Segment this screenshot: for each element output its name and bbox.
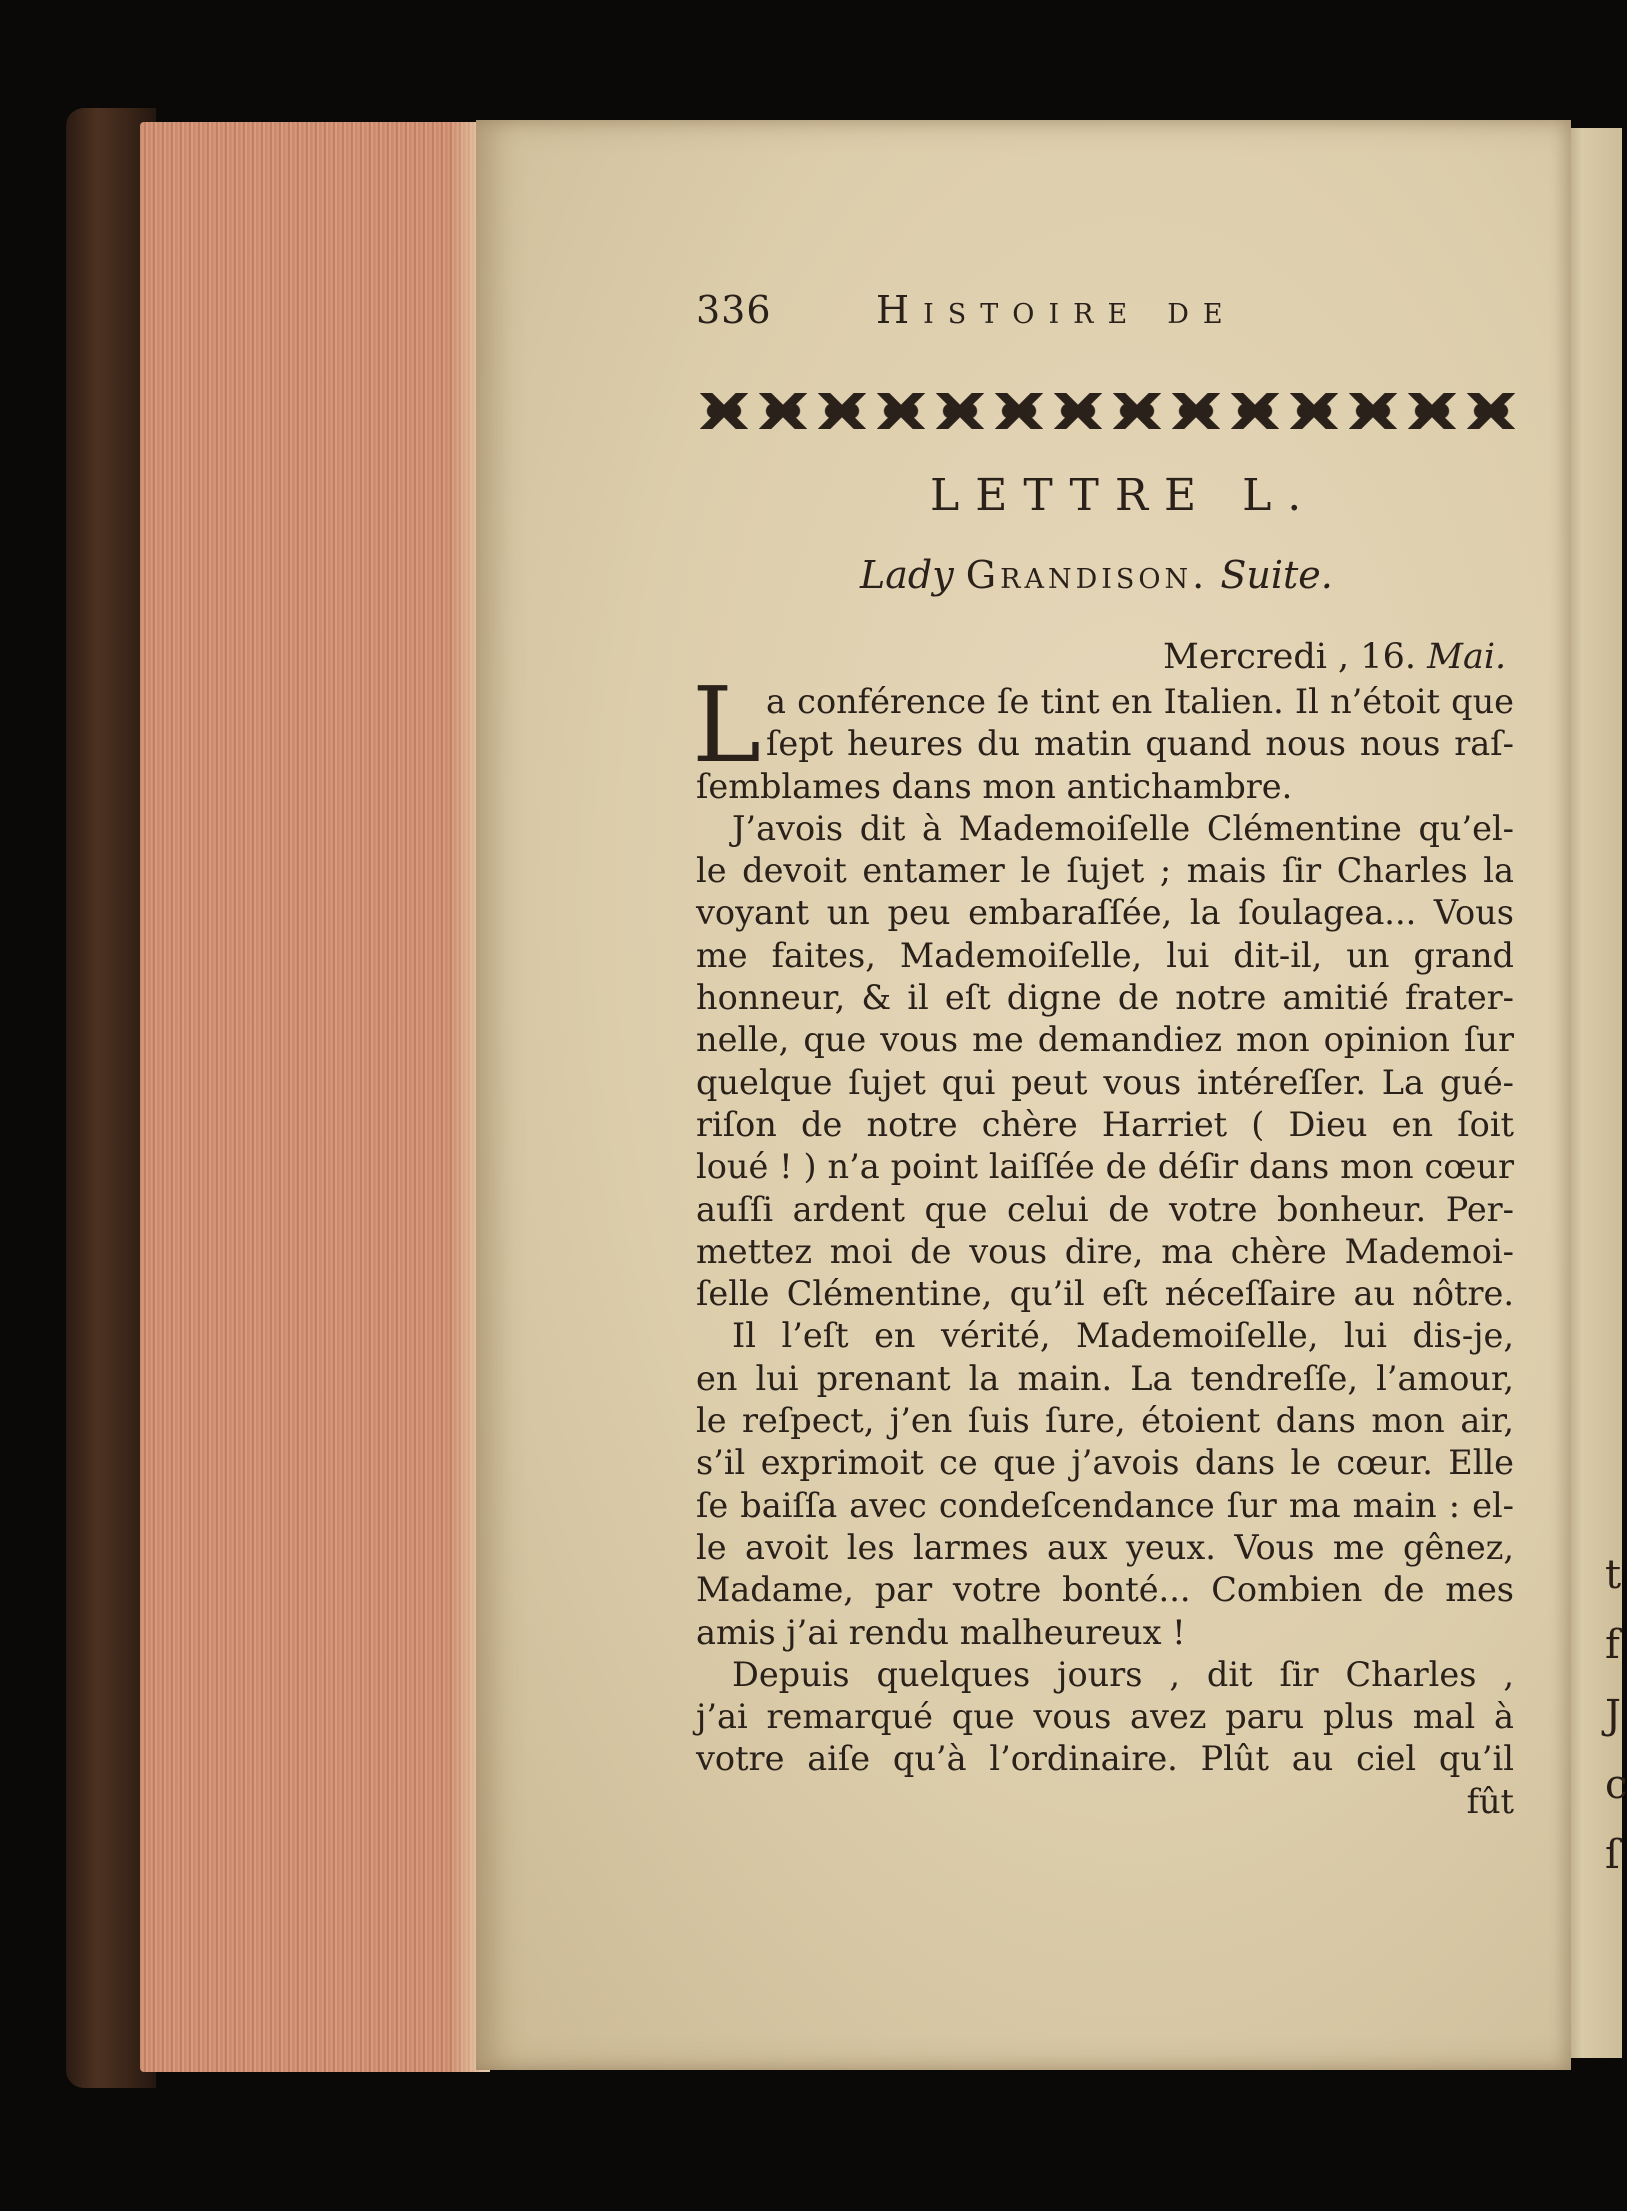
facing-fragment: ſ [1605, 1832, 1620, 1878]
body-line: auſſi ardent que celui de votre bonheur. Per- [696, 1189, 1514, 1229]
body-line: voyant un peu embaraſſée, la ſoulagea... Vous [696, 893, 1514, 933]
subtitle-name: Grandison. [965, 553, 1209, 597]
drop-cap: L [692, 664, 762, 786]
body-line: ſe baiſſa avec condeſcendance ſur ma main : el- [696, 1485, 1514, 1525]
fleuron-icon [995, 393, 1043, 429]
dateline [1163, 637, 1506, 677]
page-block-edges [140, 122, 490, 2072]
body-line: ſept heures du matin quand nous nous raſ- [766, 724, 1514, 764]
body-line: le avoit les larmes aux yeux. Vous me gênez, [696, 1527, 1514, 1567]
fleuron-icon [936, 393, 984, 429]
letter-title: LETTRE L. [930, 470, 1318, 521]
fleuron-icon [1231, 393, 1279, 429]
facing-fragment: t [1605, 1552, 1622, 1598]
catchword: fût [1466, 1781, 1514, 1821]
body-line: a conférence ſe tint en Italien. Il n’étoit que [766, 682, 1514, 721]
date-day: Mercredi , 16. [1163, 637, 1416, 677]
fleuron-icon [877, 393, 925, 429]
facing-page-fragments [1605, 1540, 1627, 1890]
fleuron-icon [1290, 393, 1338, 429]
facing-fragment: f [1605, 1622, 1620, 1668]
subtitle-lady: Lady [860, 553, 954, 597]
body-line: me faites, Mademoiſelle, lui dit-il, un grand [696, 935, 1514, 975]
fleuron-icon [759, 393, 807, 429]
fleuron-icon [1113, 393, 1161, 429]
letter-body [692, 664, 1514, 1823]
body-line: le devoit entamer le ſujet ; mais ſir Charles la [696, 851, 1514, 891]
body-line: mettez moi de vous dire, ma chère Mademoi- [696, 1231, 1514, 1271]
facing-fragment: c [1605, 1762, 1627, 1808]
body-line: riſon de notre chère Harriet ( Dieu en ſoit [696, 1104, 1514, 1144]
body-line: honneur, & il eſt digne de notre amitié frater- [696, 978, 1514, 1018]
running-head [696, 288, 1396, 338]
body-line: j’ai remarqué que vous avez paru plus mal à [696, 1697, 1514, 1737]
running-title: Histoire de [876, 288, 1237, 332]
fleuron-icon [1054, 393, 1102, 429]
body-line: Il l’eſt en vérité, Mademoiſelle, lui dis-je, [732, 1316, 1514, 1356]
date-month: Mai. [1427, 637, 1507, 677]
body-line: ſemblames dans mon antichambre. [696, 766, 1293, 806]
subtitle-suite: Suite. [1220, 553, 1333, 597]
body-line: votre aiſe qu’à l’ordinaire. Plût au ciel qu’il [696, 1739, 1514, 1779]
letter-subtitle [860, 553, 1333, 597]
fleuron-icon [1172, 393, 1220, 429]
fleuron-ornament-band [700, 385, 1515, 437]
fleuron-icon [1349, 393, 1397, 429]
body-line: Depuis quelques jours , dit ſir Charles , [732, 1654, 1514, 1694]
body-line: ſelle Clémentine, qu’il eſt néceſſaire au nôtre. [696, 1274, 1514, 1314]
body-line: le reſpect, j’en ſuis ſure, étoient dans mon air, [696, 1401, 1514, 1441]
body-line: nelle, que vous me demandiez mon opinion ſur [696, 1020, 1514, 1060]
body-line: J’avois dit à Mademoiſelle Clémentine qu’el- [732, 808, 1514, 848]
page-number: 336 [696, 288, 772, 332]
body-line: Madame, par votre bonté... Combien de mes [696, 1570, 1514, 1610]
body-line: amis j’ai rendu malheureux ! [696, 1612, 1186, 1652]
body-line: quelque ſujet qui peut vous intéreſſer. La gué- [696, 1062, 1514, 1102]
fleuron-icon [700, 393, 748, 429]
facing-fragment: J [1605, 1692, 1622, 1738]
fleuron-icon [818, 393, 866, 429]
body-line: loué ! ) n’a point laiſſée de déſir dans mon cœur [696, 1147, 1514, 1187]
fleuron-icon [1408, 393, 1456, 429]
fleuron-icon [1467, 393, 1515, 429]
body-line: s’il exprimoit ce que j’avois dans le cœur. Elle [696, 1443, 1514, 1483]
body-line: en lui prenant la main. La tendreſſe, l’amour, [696, 1358, 1514, 1398]
